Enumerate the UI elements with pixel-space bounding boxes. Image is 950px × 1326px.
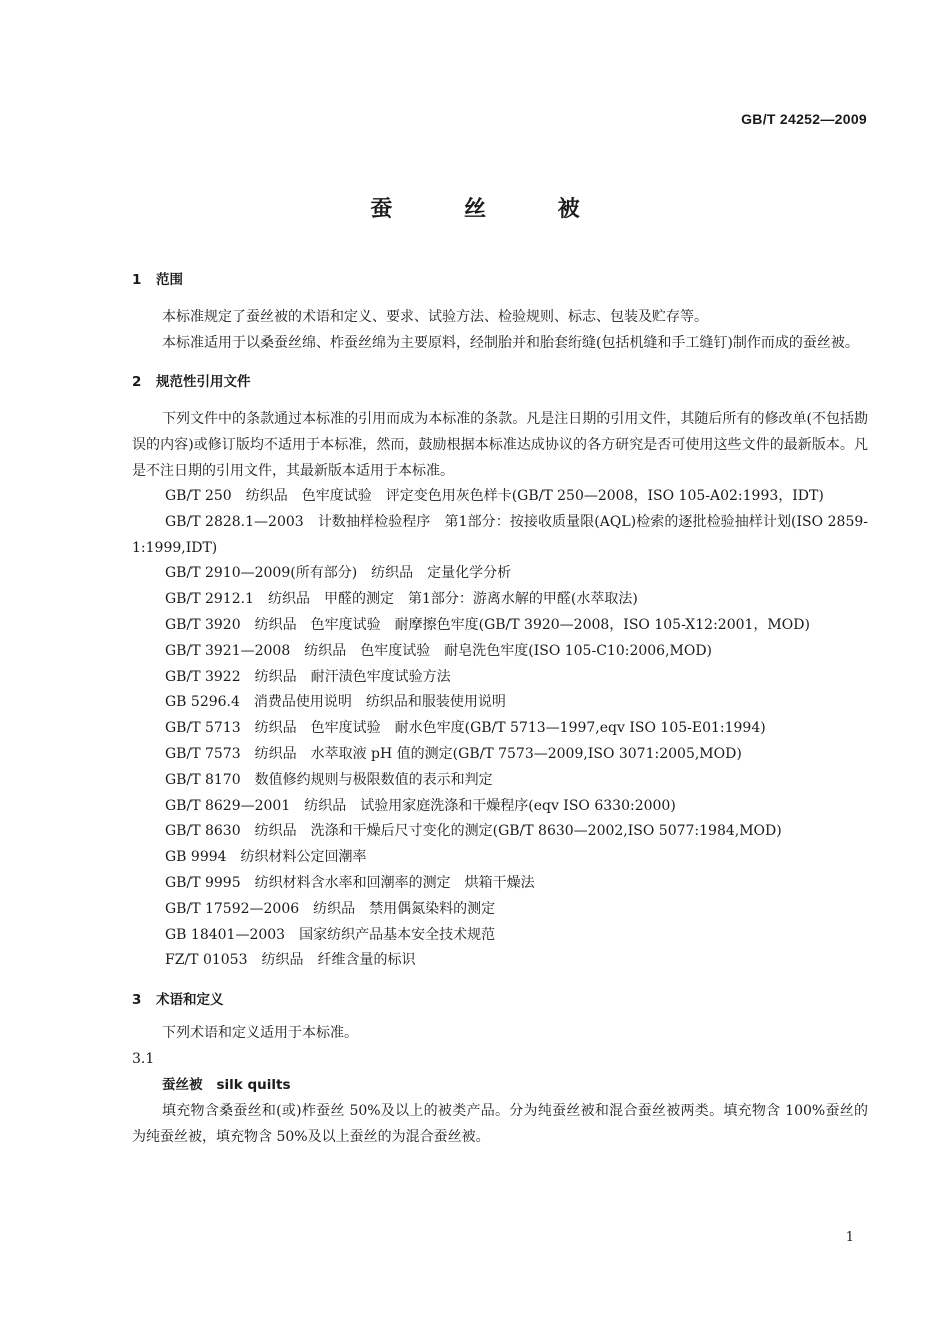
reference-item: FZ/T 01053 纺织品 纤维含量的标识 [165, 952, 416, 969]
term-number: 3.1 [132, 1051, 155, 1068]
reference-list [132, 484, 868, 974]
term-chinese: 蚕丝被 [162, 1077, 203, 1094]
document-title: 蚕 丝 被 [370, 197, 612, 222]
paragraph: 下列术语和定义适用于本标准。 [162, 1025, 358, 1042]
reference-item: GB/T 5713 纺织品 色牢度试验 耐水色牢度(GB/T 5713—1997,eqv ISO 105-E01:1994) [165, 720, 766, 737]
paragraph: 下列文件中的条款通过本标准的引用而成为本标准的条款。凡是注日期的引用文件，其随后所有的修改单(不包括勘误的内容)或修订版均不适用于本标准，然而，鼓励根据本标准达成协议的各方研究是否可使用这些文件的最新版本。凡是不注日期的引用文件，其最新版本适用于本标准。 [132, 411, 868, 479]
paragraph: 本标准适用于以桑蚕丝绵、柞蚕丝绵为主要原料，经制胎并和胎套绗缝(包括机缝和手工缝钉)制作而成的蚕丝被。 [162, 335, 859, 351]
term-heading [132, 1072, 868, 1098]
reference-item: GB 9994 纺织材料公定回潮率 [165, 849, 367, 866]
section-number: 3 [132, 992, 142, 1009]
reference-item: GB 5296.4 消费品使用说明 纺织品和服装使用说明 [165, 694, 506, 711]
reference-item: GB/T 8629—2001 纺织品 试验用家庭洗涤和干燥程序(eqv ISO 6330:2000) [165, 797, 676, 814]
reference-item: GB/T 250 纺织品 色牢度试验 评定变色用灰色样卡(GB/T 250—2008，ISO 105-A02:1993，IDT) [165, 488, 824, 504]
reference-item: GB/T 7573 纺织品 水萃取液 pH 值的测定(GB/T 7573—2009,ISO 3071:2005,MOD) [165, 745, 742, 762]
reference-item: GB/T 3922 纺织品 耐汗渍色牢度试验方法 [165, 668, 451, 685]
standard-code: GB/T 24252—2009 [741, 111, 867, 127]
reference-item: GB/T 8170 数值修约规则与极限数值的表示和判定 [165, 771, 493, 788]
reference-item: GB/T 3921—2008 纺织品 色牢度试验 耐皂洗色牢度(ISO 105-C10:2006,MOD) [165, 642, 713, 659]
section-title: 术语和定义 [156, 992, 224, 1009]
term-definition: 填充物含桑蚕丝和(或)柞蚕丝 50%及以上的被类产品。分为纯蚕丝被和混合蚕丝被两类。填充物含 100%蚕丝的为纯蚕丝被，填充物含 50%及以上蚕丝的为混合蚕丝被。 [132, 1103, 868, 1146]
section-title: 范围 [156, 272, 183, 288]
paragraph: 本标准规定了蚕丝被的术语和定义、要求、试验方法、检验规则、标志、包装及贮存等。 [162, 309, 708, 325]
reference-item: GB/T 2828.1—2003 计数抽样检验程序 第1部分：按接收质量限(AQL)检索的逐批检验抽样计划(ISO 2859-1:1999,IDT) [132, 513, 868, 556]
reference-item: GB/T 3920 纺织品 色牢度试验 耐摩擦色牢度(GB/T 3920—2008，ISO 105-X12:2001，MOD) [165, 616, 810, 633]
reference-item: GB/T 2912.1 纺织品 甲醛的测定 第1部分：游离水解的甲醛(水萃取法) [165, 591, 638, 608]
section-2-heading [132, 370, 868, 390]
page-number: 1 [845, 1230, 854, 1245]
reference-item: GB/T 17592—2006 纺织品 禁用偶氮染料的测定 [165, 900, 496, 917]
reference-item: GB/T 9995 纺织材料含水率和回潮率的测定 烘箱干燥法 [165, 874, 535, 891]
section-3-heading [132, 988, 868, 1008]
reference-item: GB/T 8630 纺织品 洗涤和干燥后尺寸变化的测定(GB/T 8630—2002,ISO 5077:1984,MOD) [165, 823, 782, 840]
document-body [132, 268, 868, 1150]
section-number: 1 [132, 272, 142, 288]
reference-item: GB/T 2910—2009(所有部分) 纺织品 定量化学分析 [165, 565, 512, 582]
reference-item: GB 18401—2003 国家纺织产品基本安全技术规范 [165, 926, 496, 943]
term-english: silk quilts [216, 1077, 291, 1094]
section-number: 2 [132, 374, 142, 390]
section-1-heading [132, 268, 868, 288]
section-title: 规范性引用文件 [156, 374, 251, 390]
